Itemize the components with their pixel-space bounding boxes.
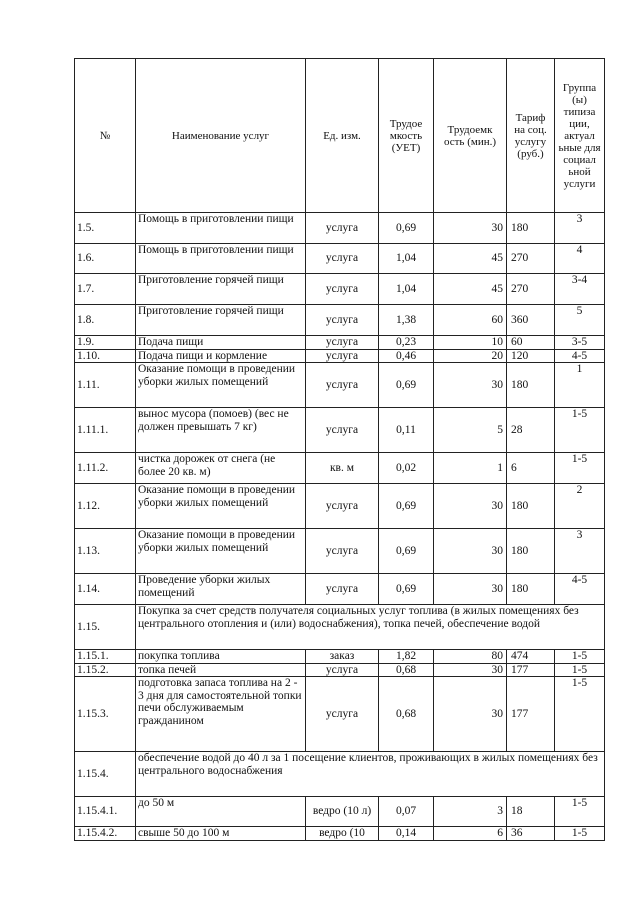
cell-labor-min: 30 bbox=[434, 663, 507, 677]
cell-num: 1.6. bbox=[75, 244, 136, 274]
cell-tariff: 177 bbox=[507, 663, 555, 677]
cell-num: 1.13. bbox=[75, 529, 136, 574]
table-row bbox=[75, 213, 605, 244]
cell-name: чистка дорожек от снега (не более 20 кв. м) bbox=[136, 453, 306, 484]
cell-name: Подача пищи и кормление bbox=[136, 349, 306, 363]
cell-name: Подача пищи bbox=[136, 336, 306, 350]
cell-tariff: 270 bbox=[507, 244, 555, 274]
table-row bbox=[75, 752, 605, 797]
cell-num: 1.15.2. bbox=[75, 663, 136, 677]
table-row bbox=[75, 650, 605, 664]
cell-group: 4-5 bbox=[555, 349, 605, 363]
header-labor-uet: Трудое мкость (УЕТ) bbox=[379, 59, 434, 213]
cell-labor-uet: 1,04 bbox=[379, 274, 434, 305]
cell-tariff: 28 bbox=[507, 408, 555, 453]
cell-name: Оказание помощи в проведении уборки жилых помещений bbox=[136, 484, 306, 529]
cell-unit: услуга bbox=[306, 363, 379, 408]
cell-labor-min: 30 bbox=[434, 484, 507, 529]
cell-name: вынос мусора (помоев) (вес не должен превышать 7 кг) bbox=[136, 408, 306, 453]
table-row bbox=[75, 453, 605, 484]
table-row bbox=[75, 336, 605, 350]
cell-labor-min: 30 bbox=[434, 574, 507, 605]
cell-unit: услуга bbox=[306, 274, 379, 305]
cell-labor-min: 10 bbox=[434, 336, 507, 350]
table-row bbox=[75, 529, 605, 574]
cell-num: 1.11.1. bbox=[75, 408, 136, 453]
cell-tariff: 120 bbox=[507, 349, 555, 363]
cell-labor-min: 6 bbox=[434, 827, 507, 841]
cell-num: 1.15.1. bbox=[75, 650, 136, 664]
cell-labor-min: 45 bbox=[434, 244, 507, 274]
table-row bbox=[75, 827, 605, 841]
cell-labor-min: 1 bbox=[434, 453, 507, 484]
table-row bbox=[75, 363, 605, 408]
cell-labor-uet: 0,69 bbox=[379, 529, 434, 574]
table-row bbox=[75, 677, 605, 752]
cell-name: Оказание помощи в проведении уборки жилых помещений bbox=[136, 529, 306, 574]
cell-group: 1 bbox=[555, 363, 605, 408]
header-tariff: Тариф на соц. услугу (руб.) bbox=[507, 59, 555, 213]
cell-unit: услуга bbox=[306, 244, 379, 274]
cell-tariff: 60 bbox=[507, 336, 555, 350]
cell-num: 1.15.4.2. bbox=[75, 827, 136, 841]
cell-labor-min: 3 bbox=[434, 797, 507, 827]
cell-group: 3 bbox=[555, 213, 605, 244]
cell-tariff: 18 bbox=[507, 797, 555, 827]
cell-group: 5 bbox=[555, 305, 605, 336]
cell-num: 1.5. bbox=[75, 213, 136, 244]
cell-tariff: 36 bbox=[507, 827, 555, 841]
cell-labor-uet: 0,02 bbox=[379, 453, 434, 484]
cell-num: 1.10. bbox=[75, 349, 136, 363]
cell-unit: ведро (10 bbox=[306, 827, 379, 841]
table-row bbox=[75, 574, 605, 605]
cell-labor-uet: 0,69 bbox=[379, 213, 434, 244]
cell-num: 1.15.3. bbox=[75, 677, 136, 752]
header-num: № bbox=[75, 59, 136, 213]
cell-name: Покупка за счет средств получателя социальных услуг топлива (в жилых помещениях без центрального отопления и (или) водоснабжения), топка печей, обеспечение водой bbox=[136, 605, 605, 650]
cell-name: Приготовление горячей пищи bbox=[136, 305, 306, 336]
cell-num: 1.9. bbox=[75, 336, 136, 350]
tariff-table bbox=[74, 58, 605, 841]
cell-unit: услуга bbox=[306, 529, 379, 574]
cell-labor-min: 30 bbox=[434, 677, 507, 752]
cell-unit: услуга bbox=[306, 408, 379, 453]
cell-group: 1-5 bbox=[555, 827, 605, 841]
table-row bbox=[75, 605, 605, 650]
cell-unit: услуга bbox=[306, 213, 379, 244]
cell-labor-uet: 0,69 bbox=[379, 574, 434, 605]
cell-num: 1.8. bbox=[75, 305, 136, 336]
cell-labor-min: 30 bbox=[434, 213, 507, 244]
cell-labor-uet: 0,23 bbox=[379, 336, 434, 350]
cell-tariff: 180 bbox=[507, 484, 555, 529]
cell-group: 1-5 bbox=[555, 650, 605, 664]
cell-name: подготовка запаса топлива на 2 - 3 дня для самостоятельной топки печи обслуживаемым гражданином bbox=[136, 677, 306, 752]
cell-num: 1.15.4. bbox=[75, 752, 136, 797]
cell-unit: заказ bbox=[306, 650, 379, 664]
cell-tariff: 180 bbox=[507, 363, 555, 408]
table-row bbox=[75, 274, 605, 305]
cell-name: Помощь в приготовлении пищи bbox=[136, 213, 306, 244]
cell-group: 4 bbox=[555, 244, 605, 274]
header-name: Наименование услуг bbox=[136, 59, 306, 213]
table-row bbox=[75, 349, 605, 363]
cell-group: 4-5 bbox=[555, 574, 605, 605]
cell-labor-uet: 0,07 bbox=[379, 797, 434, 827]
cell-group: 1-5 bbox=[555, 453, 605, 484]
cell-group: 1-5 bbox=[555, 797, 605, 827]
cell-name: топка печей bbox=[136, 663, 306, 677]
cell-labor-min: 20 bbox=[434, 349, 507, 363]
cell-labor-uet: 0,69 bbox=[379, 484, 434, 529]
cell-name: Проведение уборки жилых помещений bbox=[136, 574, 306, 605]
cell-tariff: 180 bbox=[507, 529, 555, 574]
cell-num: 1.14. bbox=[75, 574, 136, 605]
cell-unit: услуга bbox=[306, 484, 379, 529]
cell-group: 3-4 bbox=[555, 274, 605, 305]
cell-name: Приготовление горячей пищи bbox=[136, 274, 306, 305]
cell-unit: кв. м bbox=[306, 453, 379, 484]
cell-group: 3 bbox=[555, 529, 605, 574]
cell-labor-uet: 0,14 bbox=[379, 827, 434, 841]
cell-labor-uet: 0,46 bbox=[379, 349, 434, 363]
cell-labor-min: 30 bbox=[434, 363, 507, 408]
cell-num: 1.7. bbox=[75, 274, 136, 305]
cell-tariff: 270 bbox=[507, 274, 555, 305]
cell-labor-uet: 0,68 bbox=[379, 677, 434, 752]
cell-name: Помощь в приготовлении пищи bbox=[136, 244, 306, 274]
cell-labor-uet: 1,38 bbox=[379, 305, 434, 336]
cell-unit: услуга bbox=[306, 574, 379, 605]
cell-tariff: 6 bbox=[507, 453, 555, 484]
cell-labor-min: 30 bbox=[434, 529, 507, 574]
cell-num: 1.11. bbox=[75, 363, 136, 408]
table-row bbox=[75, 244, 605, 274]
cell-unit: услуга bbox=[306, 663, 379, 677]
header-group: Группа (ы) типиза ции, актуал ьные для социал ьной услуги bbox=[555, 59, 605, 213]
cell-group: 3-5 bbox=[555, 336, 605, 350]
table-row bbox=[75, 408, 605, 453]
cell-group: 1-5 bbox=[555, 408, 605, 453]
cell-labor-uet: 0,68 bbox=[379, 663, 434, 677]
cell-unit: услуга bbox=[306, 677, 379, 752]
cell-labor-min: 80 bbox=[434, 650, 507, 664]
cell-labor-min: 60 bbox=[434, 305, 507, 336]
cell-tariff: 360 bbox=[507, 305, 555, 336]
cell-group: 2 bbox=[555, 484, 605, 529]
cell-unit: услуга bbox=[306, 336, 379, 350]
table-body bbox=[75, 213, 605, 841]
cell-tariff: 180 bbox=[507, 574, 555, 605]
cell-name: свыше 50 до 100 м bbox=[136, 827, 306, 841]
table-row bbox=[75, 484, 605, 529]
cell-name: обеспечение водой до 40 л за 1 посещение клиентов, проживающих в жилых помещениях без центрального водоснабжения bbox=[136, 752, 605, 797]
cell-labor-min: 45 bbox=[434, 274, 507, 305]
cell-name: покупка топлива bbox=[136, 650, 306, 664]
header-row bbox=[75, 59, 605, 213]
cell-labor-uet: 0,69 bbox=[379, 363, 434, 408]
cell-num: 1.11.2. bbox=[75, 453, 136, 484]
cell-name: до 50 м bbox=[136, 797, 306, 827]
cell-tariff: 474 bbox=[507, 650, 555, 664]
table-row bbox=[75, 797, 605, 827]
cell-group: 1-5 bbox=[555, 677, 605, 752]
header-labor-min: Трудоемк ость (мин.) bbox=[434, 59, 507, 213]
cell-name: Оказание помощи в проведении уборки жилых помещений bbox=[136, 363, 306, 408]
table-row bbox=[75, 305, 605, 336]
cell-num: 1.12. bbox=[75, 484, 136, 529]
cell-tariff: 180 bbox=[507, 213, 555, 244]
cell-unit: ведро (10 л) bbox=[306, 797, 379, 827]
cell-num: 1.15. bbox=[75, 605, 136, 650]
cell-labor-uet: 1,82 bbox=[379, 650, 434, 664]
cell-unit: услуга bbox=[306, 305, 379, 336]
cell-labor-min: 5 bbox=[434, 408, 507, 453]
cell-tariff: 177 bbox=[507, 677, 555, 752]
cell-labor-uet: 0,11 bbox=[379, 408, 434, 453]
header-unit: Ед. изм. bbox=[306, 59, 379, 213]
cell-unit: услуга bbox=[306, 349, 379, 363]
cell-num: 1.15.4.1. bbox=[75, 797, 136, 827]
cell-labor-uet: 1,04 bbox=[379, 244, 434, 274]
table-row bbox=[75, 663, 605, 677]
cell-group: 1-5 bbox=[555, 663, 605, 677]
